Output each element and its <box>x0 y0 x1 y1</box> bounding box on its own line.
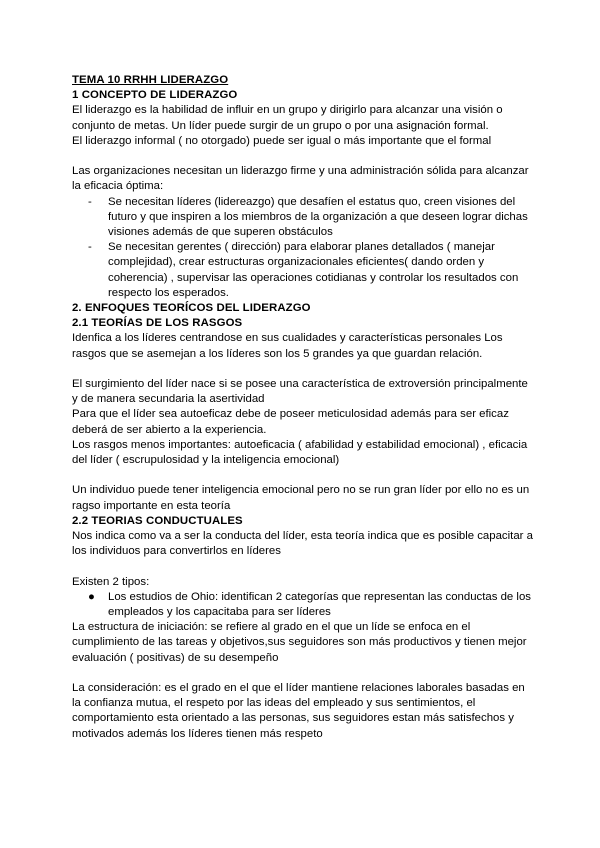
list-item-text: Se necesitan gerentes ( dirección) para elaborar planes detallados ( manejar complejidad), crear estructuras organizacionales eficientes( dando orden y coherencia) , supervisar las operaciones cotidianas y controlar los resultados con respecto los esperados. <box>108 241 519 299</box>
paragraph: El liderazgo es la habilidad de influir en un grupo y dirigirlo para alcanzar una visión o conjunto de metas. Un líder puede surgir de un grupo o por una asignación formal. <box>72 104 503 132</box>
paragraph: Las organizaciones necesitan un liderazgo firme y una administración sólida para alcanzar la eficacia óptima: <box>72 165 529 193</box>
document-title: TEMA 10 RRHH LIDERAZGO <box>72 74 229 86</box>
paragraph: Un individuo puede tener inteligencia emocional pero no se run gran líder por ello no es un ragso importante en esta teoría <box>72 484 530 512</box>
spacer <box>72 149 534 164</box>
section-2-heading: 2. ENFOQUES TEORÍCOS DEL LIDERAZGO <box>72 302 311 315</box>
spacer <box>72 362 534 377</box>
list-item <box>72 590 534 620</box>
list-item <box>72 240 534 301</box>
paragraph: Para que el líder sea autoeficaz debe de poseer meticulosidad además para ser eficaz deberá de ser abierto a la experiencia. <box>72 408 509 436</box>
bullet-list <box>72 590 534 620</box>
spacer <box>72 559 534 574</box>
spacer <box>72 468 534 483</box>
list-item-text: Los estudios de Ohio: identifican 2 categorías que representan las conductas de los empleados y los capacitaba para ser líderes <box>108 590 531 619</box>
spacer <box>72 666 534 681</box>
dash-list <box>72 195 534 301</box>
paragraph: Los rasgos menos importantes: autoeficacia ( afabilidad y estabilidad emocional) , eficacia del líder ( escrupulosidad y la inteligencia emocional) <box>72 438 528 467</box>
paragraph: La estructura de iniciación: se refiere al grado en el que un líde se enfoca en el cumplimiento de las tareas y objetivos,sus seguidores son más productivos y tienen mejor evaluación ( positivas) de su desempeño <box>72 621 527 664</box>
section-2-1-heading: 2.1 TEORÍAS DE LOS RASGOS <box>72 317 243 330</box>
document-body <box>72 73 534 742</box>
paragraph: El surgimiento del líder nace si se posee una característica de extroversión principalmente y de manera secundaria la asertividad <box>72 378 528 406</box>
section-2-2-heading: 2.2 TEORIAS CONDUCTUALES <box>72 514 243 527</box>
dot-bullet: ● <box>88 590 95 603</box>
paragraph: Idenfica a los líderes centrandose en sus cualidades y características personales Los rasgos que se asemejan a los líderes son los 5 grandes ya que guardan relación. <box>72 332 503 360</box>
paragraph: El liderazgo informal ( no otorgado) puede ser igual o más importante que el formal <box>72 134 492 147</box>
paragraph: Existen 2 tipos: <box>72 575 150 588</box>
section-1-heading: 1 CONCEPTO DE LIDERAZGO <box>72 89 238 102</box>
dash-bullet: - <box>88 241 92 254</box>
list-item-text: Se necesitan líderes (lidereazgo) que desafíen el estatus quo, creen visiones del futuro y que inspiren a los miembros de la organización a que deseen lograr dichas visiones además de que superen obstáculos <box>108 195 528 239</box>
paragraph: Nos indica como va a ser la conducta del líder, esta teoría indica que es posible capacitar a los individuos para convertirlos en líderes <box>72 530 533 558</box>
paragraph: La consideración: es el grado en el que el líder mantiene relaciones laborales basadas en la confianza mutua, el respeto por las ideas del empleado y sus sentimientos, el comportamiento esta orientado a las personas, sus seguidores estan más satisfechos y motivados además los líderes tienen más respeto <box>72 682 525 740</box>
dash-bullet: - <box>88 195 92 208</box>
list-item <box>72 195 534 241</box>
